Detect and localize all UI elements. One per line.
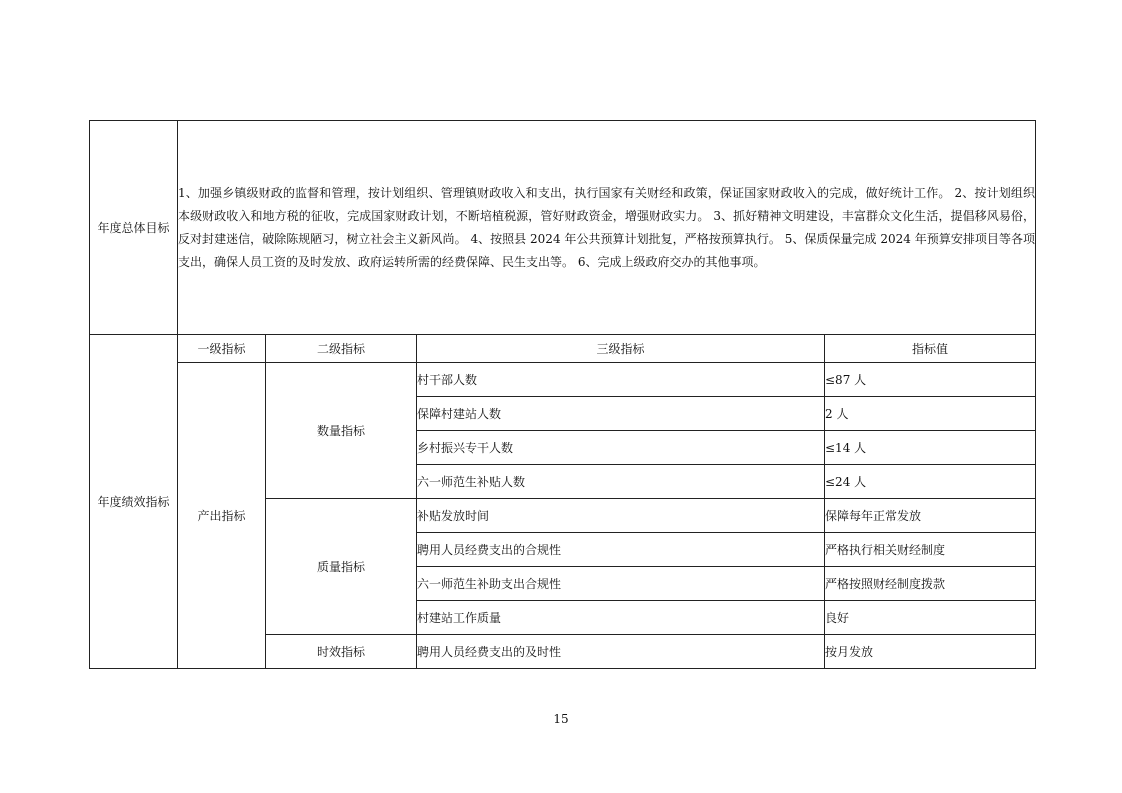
- indicator-cell: 聘用人员经费支出的及时性: [417, 635, 825, 669]
- value-cell: 保障每年正常发放: [825, 499, 1036, 533]
- value-cell: 严格执行相关财经制度: [825, 533, 1036, 567]
- indicator-cell: 六一师范生补助支出合规性: [417, 567, 825, 601]
- indicator-cell: 保障村建站人数: [417, 397, 825, 431]
- indicator-cell: 村干部人数: [417, 363, 825, 397]
- goal-row: [90, 121, 1036, 335]
- indicator-cell: 补贴发放时间: [417, 499, 825, 533]
- performance-goals-table: [89, 120, 1036, 669]
- value-cell: ≤24 人: [825, 465, 1036, 499]
- header-level3: 三级指标: [417, 335, 825, 363]
- value-cell: ≤87 人: [825, 363, 1036, 397]
- value-cell: 严格按照财经制度拨款: [825, 567, 1036, 601]
- page-number: 15: [553, 712, 569, 726]
- value-cell: ≤14 人: [825, 431, 1036, 465]
- goal-label: 年度总体目标: [90, 121, 178, 335]
- header-row: [90, 335, 1036, 363]
- value-cell: 良好: [825, 601, 1036, 635]
- indicator-cell: 聘用人员经费支出的合规性: [417, 533, 825, 567]
- header-level2: 二级指标: [266, 335, 417, 363]
- level2-cell-timeliness: 时效指标: [266, 635, 417, 669]
- value-cell: 按月发放: [825, 635, 1036, 669]
- indicator-cell: 六一师范生补贴人数: [417, 465, 825, 499]
- table-row: [90, 363, 1036, 397]
- goal-text: 1、加强乡镇级财政的监督和管理，按计划组织、管理镇财政收入和支出，执行国家有关财经和政策，保证国家财政收入的完成，做好统计工作。 2、按计划组织本级财政收入和地方税的征收，完成国家财政计划，不断培植税源，管好财政资金，增强财政实力。 3、抓好精神文明建设，丰富群众文化生活，提倡移风易俗，反对封建迷信，破除陈规陋习，树立社会主义新风尚。 4、按照县 2024 年公共预算计划批复，严格按预算执行。 5、保质保量完成 2024 年预算安排项目等各项支出，确保人员工资的及时发放、政府运转所需的经费保障、民生支出等。 6、完成上级政府交办的其他事项。: [178, 121, 1036, 335]
- performance-label: 年度绩效指标: [90, 335, 178, 669]
- header-value: 指标值: [825, 335, 1036, 363]
- level2-cell-quality: 质量指标: [266, 499, 417, 635]
- value-cell: 2 人: [825, 397, 1036, 431]
- level2-cell-quantity: 数量指标: [266, 363, 417, 499]
- indicator-cell: 乡村振兴专干人数: [417, 431, 825, 465]
- level1-cell: 产出指标: [178, 363, 266, 669]
- indicator-cell: 村建站工作质量: [417, 601, 825, 635]
- header-level1: 一级指标: [178, 335, 266, 363]
